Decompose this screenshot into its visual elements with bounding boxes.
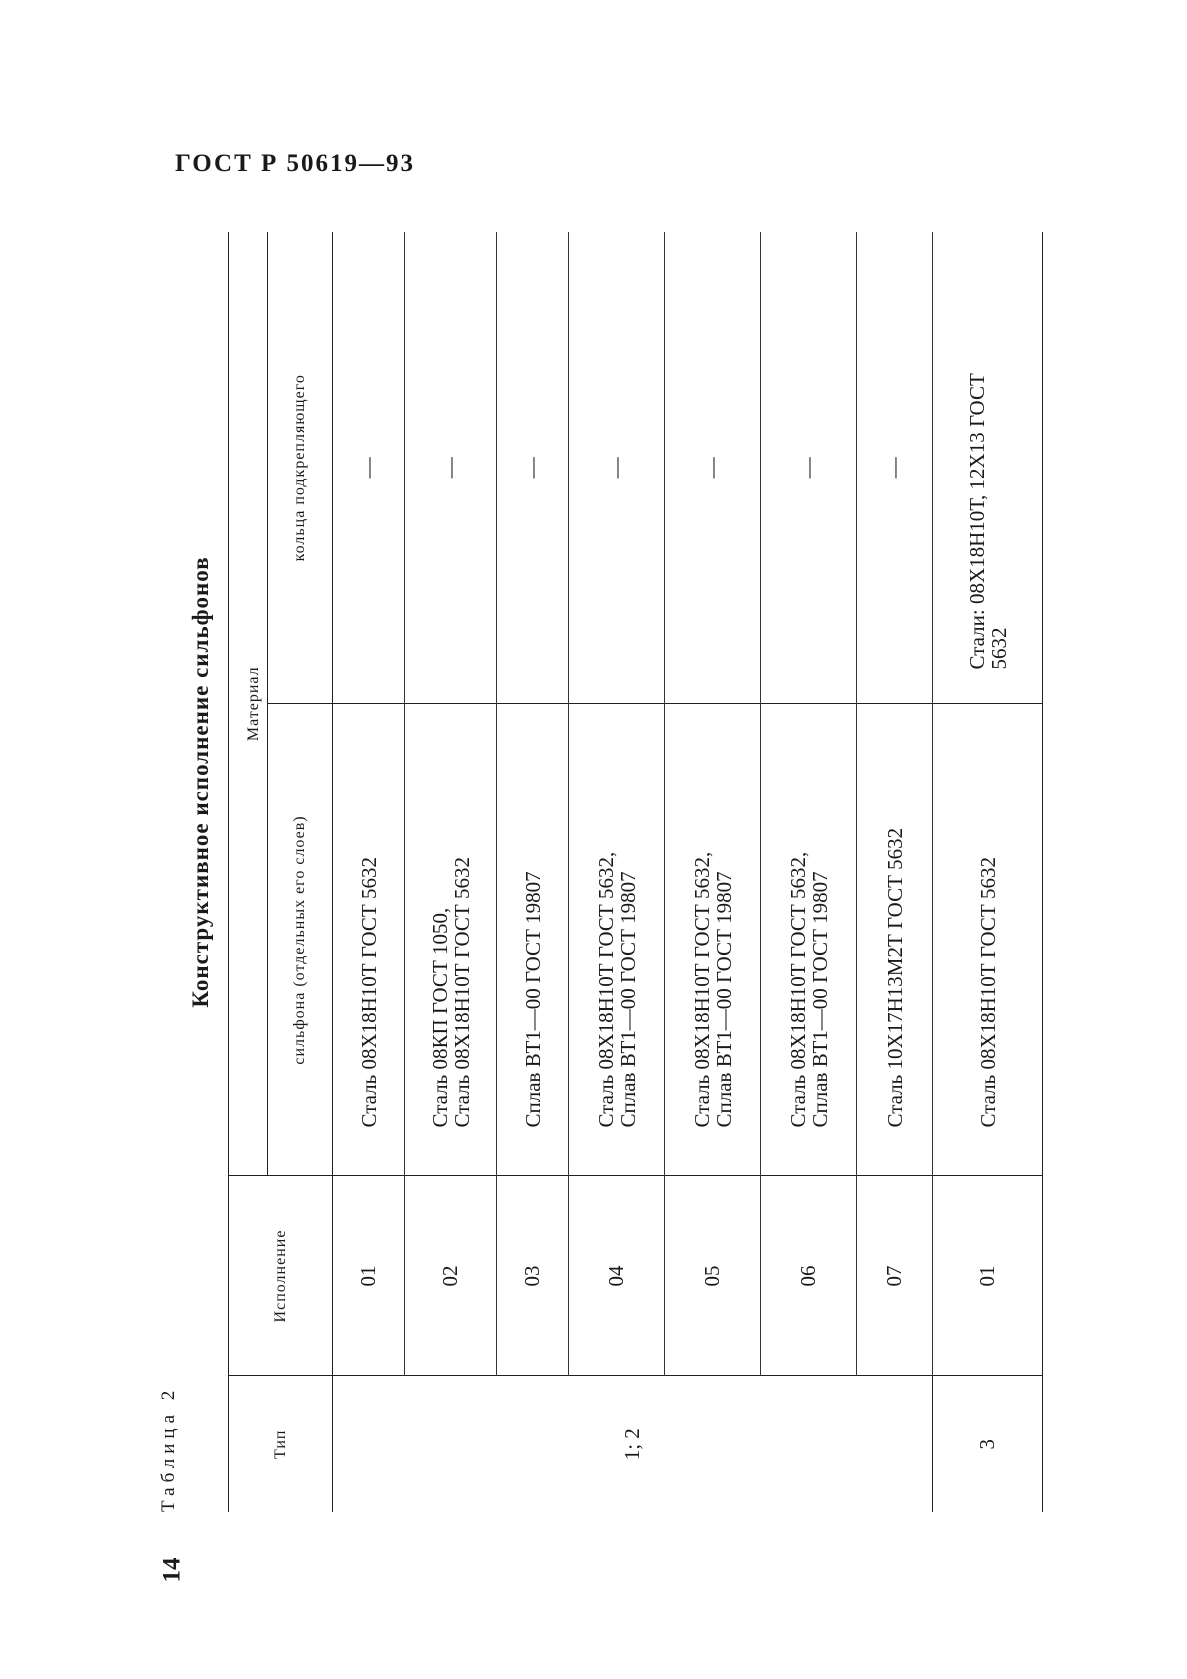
bellows-table bbox=[228, 232, 1043, 1512]
table-title: Конструктивное исполнение сильфонов bbox=[188, 556, 213, 1008]
type-cell: 3 bbox=[933, 1376, 1043, 1512]
table-row bbox=[569, 232, 665, 1512]
rotated-table-area bbox=[158, 232, 1078, 1512]
execution-cell: 01 bbox=[333, 1176, 405, 1376]
ring-material-cell: — bbox=[857, 232, 933, 704]
col-header-ring: кольца подкрепляющего bbox=[268, 232, 333, 704]
table-row bbox=[933, 232, 1043, 1512]
execution-cell: 04 bbox=[569, 1176, 665, 1376]
col-header-material: Материал bbox=[229, 232, 268, 1176]
bellows-material-cell: Сталь 08Х18Н10Т ГОСТ 5632, Сплав ВТ1—00 ГОСТ 19807 bbox=[665, 704, 761, 1176]
execution-cell: 06 bbox=[761, 1176, 857, 1376]
ring-material-cell: — bbox=[569, 232, 665, 704]
col-header-execution: Исполнение bbox=[229, 1176, 333, 1376]
bellows-material-cell: Сплав ВТ1—00 ГОСТ 19807 bbox=[497, 704, 569, 1176]
bellows-material-cell: Сталь 08Х18Н10Т ГОСТ 5632, Сплав ВТ1—00 ГОСТ 19807 bbox=[569, 704, 665, 1176]
ring-material-cell: — bbox=[405, 232, 497, 704]
col-header-bellows: сильфона (отдельных его слоев) bbox=[268, 704, 333, 1176]
bellows-material-cell: Сталь 08Х18Н10Т ГОСТ 5632 bbox=[333, 704, 405, 1176]
execution-cell: 07 bbox=[857, 1176, 933, 1376]
table-row bbox=[665, 232, 761, 1512]
table-row bbox=[497, 232, 569, 1512]
ring-material-cell: — bbox=[665, 232, 761, 704]
table-row bbox=[333, 232, 405, 1512]
ring-material-cell: — bbox=[497, 232, 569, 704]
document-header: ГОСТ Р 50619—93 bbox=[175, 150, 416, 177]
execution-cell: 02 bbox=[405, 1176, 497, 1376]
bellows-material-cell: Сталь 08КП ГОСТ 1050, Сталь 08Х18Н10Т ГОСТ 5632 bbox=[405, 704, 497, 1176]
bellows-material-cell: Сталь 08Х18Н10Т ГОСТ 5632, Сплав ВТ1—00 ГОСТ 19807 bbox=[761, 704, 857, 1176]
execution-cell: 01 bbox=[933, 1176, 1043, 1376]
table-label: Таблица 2 bbox=[158, 1385, 179, 1512]
table-row bbox=[857, 232, 933, 1512]
execution-cell: 05 bbox=[665, 1176, 761, 1376]
ring-material-cell: — bbox=[761, 232, 857, 704]
table-row bbox=[405, 232, 497, 1512]
type-cell: 1; 2 bbox=[620, 1428, 644, 1461]
ring-material-cell: — bbox=[333, 232, 405, 704]
execution-cell: 03 bbox=[497, 1176, 569, 1376]
bellows-material-cell: Сталь 08Х18Н10Т ГОСТ 5632 bbox=[933, 704, 1043, 1176]
col-header-type: Тип bbox=[229, 1376, 333, 1512]
table-row bbox=[761, 232, 857, 1512]
page-number: 14 bbox=[158, 1557, 186, 1583]
bellows-material-cell: Сталь 10Х17Н13М2Т ГОСТ 5632 bbox=[857, 704, 933, 1176]
ring-material-cell: Стали: 08Х18Н10Т, 12Х13 ГОСТ 5632 bbox=[933, 232, 1043, 704]
